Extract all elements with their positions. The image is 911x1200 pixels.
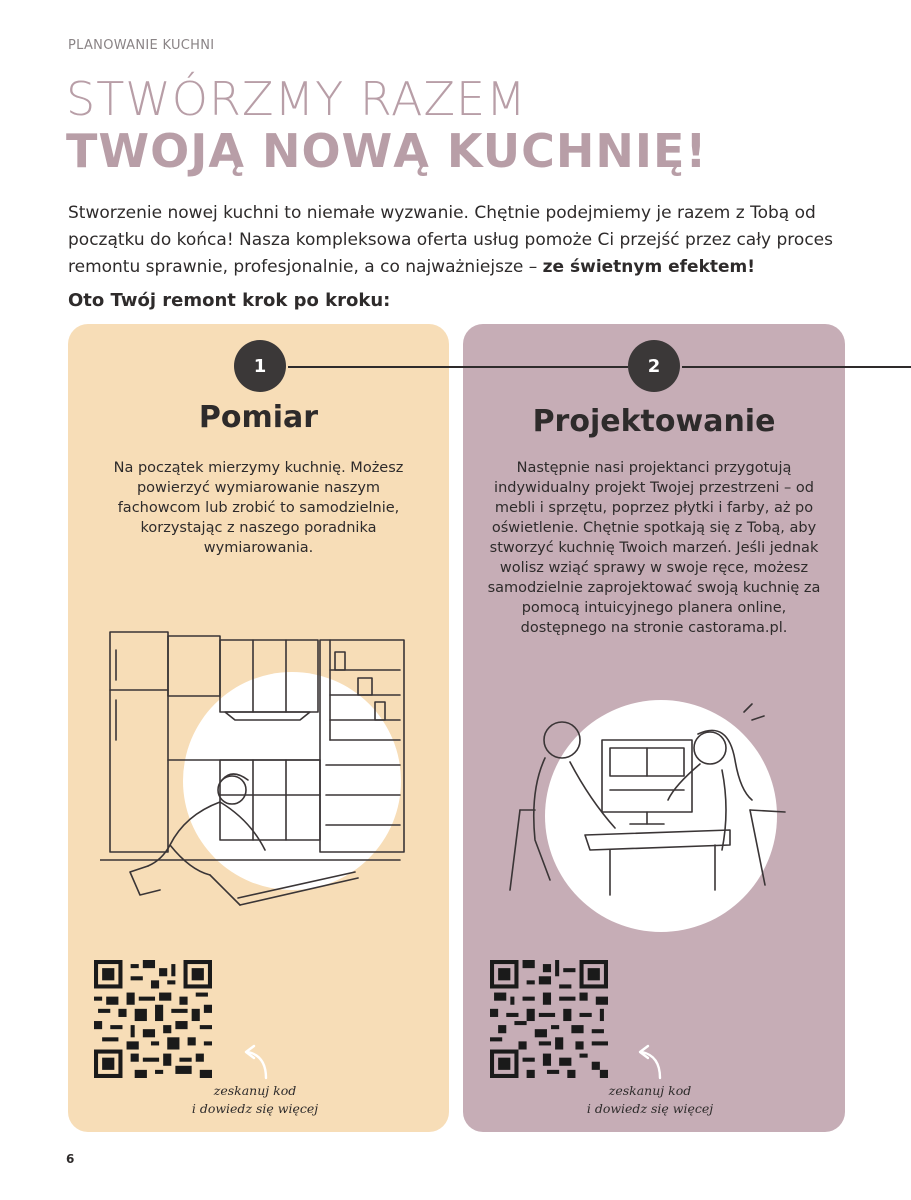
scan-hint <box>575 1082 725 1118</box>
scan-hint-line2: i dowiedz się więcej <box>191 1101 319 1116</box>
intro-text: Stworzenie nowej kuchni to niemałe wyzwanie. Chętnie podejmiemy je razem z Tobą od początku do końca! Nasza kompleksowa oferta usług pomoże Ci przejść przez cały proces remontu sprawnie, profesjonalnie, a co najważniejsze – <box>68 203 833 277</box>
step-description: Następnie nasi projektanci przygotują indywidualny projekt Twojej przestrzeni – od mebli i sprzętu, poprzez płytki i farby, aż po oświetlenie. Chętnie spotkają się z Tobą, aby stworzyć kuchnię Twoich marzeń. Jeśli jednak wolisz wziąć sprawy w swoje ręce, możesz samodzielnie zaprojektować swoją kuchnię za pomocą intuicyjnego planera online, dostępnego na stronie castorama.pl. <box>487 460 821 636</box>
headline-line1: STWÓRZMY RAZEM <box>66 72 527 126</box>
curved-arrow-icon <box>630 1042 670 1082</box>
qr-code[interactable] <box>490 960 608 1078</box>
page-number: 6 <box>66 1152 75 1166</box>
section-kicker: PLANOWANIE KUCHNI <box>68 38 215 53</box>
step-title: Projektowanie <box>532 404 776 439</box>
scan-hint <box>180 1082 330 1118</box>
scan-hint-line1: zeskanuj kod <box>608 1083 692 1098</box>
kitchen-measuring-illustration <box>100 620 420 920</box>
step-description: Na początek mierzymy kuchnię. Możesz powierzyć wymiarowanie naszym fachowcom lub zrobić to samodzielnie, korzystając z naszego poradnika wymiarowania. <box>113 460 404 556</box>
intro-emphasis: ze świetnym efektem! <box>542 257 756 277</box>
step-number-badge: 2 <box>628 340 680 392</box>
steps-heading: Oto Twój remont krok po kroku: <box>68 290 391 311</box>
scan-hint-line1: zeskanuj kod <box>213 1083 297 1098</box>
headline-line2: TWOJĄ NOWĄ KUCHNIĘ! <box>66 124 708 178</box>
step-title: Pomiar <box>198 400 319 435</box>
intro-paragraph <box>68 200 848 281</box>
design-consultation-illustration <box>490 700 810 900</box>
curved-arrow-icon <box>236 1042 276 1082</box>
step-number-badge: 1 <box>234 340 286 392</box>
qr-code[interactable] <box>94 960 212 1078</box>
step-connector-line-continued <box>682 366 911 368</box>
step-connector-line <box>288 366 628 368</box>
scan-hint-line2: i dowiedz się więcej <box>586 1101 714 1116</box>
